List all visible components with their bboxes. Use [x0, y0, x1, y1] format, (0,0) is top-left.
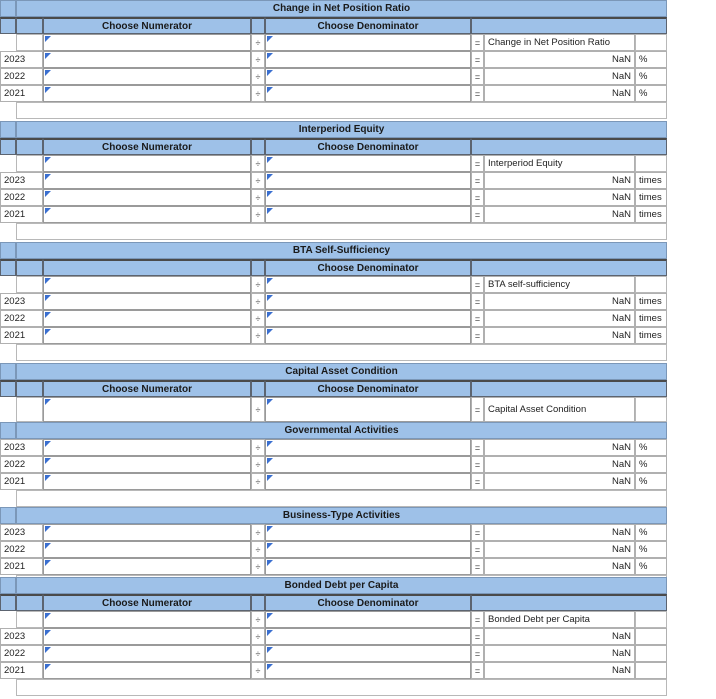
numerator-select[interactable] [43, 155, 251, 172]
spacer-row [16, 102, 667, 119]
result-value: NaN [484, 189, 635, 206]
equals-sign: = [471, 558, 484, 575]
divide-sign: ÷ [251, 524, 265, 541]
year-label: 2021 [0, 206, 43, 223]
divide-sign: ÷ [251, 189, 265, 206]
section-title-gutter [0, 363, 16, 380]
year-label: 2022 [0, 310, 43, 327]
year-label: 2021 [0, 327, 43, 344]
result-unit: % [635, 51, 667, 68]
result-value: NaN [484, 206, 635, 223]
divide-sign: ÷ [251, 85, 265, 102]
denominator-header: Choose Denominator [265, 17, 471, 34]
equals-sign: = [471, 51, 484, 68]
result-unit [635, 662, 667, 679]
equals-sign: = [471, 541, 484, 558]
subtitle-gutter [0, 507, 16, 524]
header-gutter [0, 138, 16, 155]
equals-sign: = [471, 456, 484, 473]
year-blank [16, 611, 43, 628]
header-op-blank [251, 17, 265, 34]
denominator-input[interactable] [265, 68, 471, 85]
result-value: NaN [484, 662, 635, 679]
unit-blank [635, 276, 667, 293]
year-label: 2022 [0, 68, 43, 85]
numerator-input[interactable] [43, 645, 251, 662]
year-blank [16, 276, 43, 293]
result-unit: % [635, 456, 667, 473]
result-unit: times [635, 206, 667, 223]
result-value: NaN [484, 473, 635, 490]
divide-sign: ÷ [251, 51, 265, 68]
equals-sign: = [471, 397, 484, 422]
year-blank [16, 155, 43, 172]
result-value: NaN [484, 628, 635, 645]
denominator-input[interactable] [265, 558, 471, 575]
result-unit: times [635, 189, 667, 206]
numerator-header: Choose Numerator [43, 594, 251, 611]
year-label: 2023 [0, 51, 43, 68]
year-label: 2022 [0, 189, 43, 206]
result-value: NaN [484, 439, 635, 456]
denominator-input[interactable] [265, 172, 471, 189]
spacer-row [16, 223, 667, 240]
result-label: Capital Asset Condition [484, 397, 635, 422]
result-value: NaN [484, 645, 635, 662]
result-unit [635, 645, 667, 662]
equals-sign: = [471, 68, 484, 85]
result-value: NaN [484, 327, 635, 344]
numerator-select[interactable] [43, 276, 251, 293]
denominator-input[interactable] [265, 524, 471, 541]
year-label: 2023 [0, 172, 43, 189]
denominator-input[interactable] [265, 85, 471, 102]
denominator-input[interactable] [265, 439, 471, 456]
section-title-gutter [0, 0, 16, 17]
equals-sign: = [471, 524, 484, 541]
section-title: Bonded Debt per Capita [16, 577, 667, 594]
unit-blank [635, 611, 667, 628]
header-right-blank [471, 138, 667, 155]
numerator-input[interactable] [43, 456, 251, 473]
equals-sign: = [471, 155, 484, 172]
equals-sign: = [471, 439, 484, 456]
equals-sign: = [471, 327, 484, 344]
unit-blank [635, 34, 667, 51]
header-right-blank [471, 17, 667, 34]
denominator-input[interactable] [265, 189, 471, 206]
unit-blank [635, 397, 667, 422]
year-label: 2023 [0, 524, 43, 541]
divide-sign: ÷ [251, 276, 265, 293]
numerator-input[interactable] [43, 473, 251, 490]
header-op-blank [251, 259, 265, 276]
header-blank [16, 594, 43, 611]
equals-sign: = [471, 473, 484, 490]
equals-sign: = [471, 293, 484, 310]
header-gutter [0, 380, 16, 397]
header-right-blank [471, 380, 667, 397]
result-label: Interperiod Equity [484, 155, 635, 172]
section-title-gutter [0, 577, 16, 594]
numerator-input[interactable] [43, 172, 251, 189]
equals-sign: = [471, 34, 484, 51]
header-op-blank [251, 380, 265, 397]
denominator-header: Choose Denominator [265, 594, 471, 611]
numerator-input[interactable] [43, 189, 251, 206]
denominator-select[interactable] [265, 34, 471, 51]
equals-sign: = [471, 85, 484, 102]
numerator-input[interactable] [43, 558, 251, 575]
header-blank [16, 259, 43, 276]
result-value: NaN [484, 558, 635, 575]
year-label: 2023 [0, 293, 43, 310]
section-title-gutter [0, 121, 16, 138]
result-value: NaN [484, 85, 635, 102]
year-blank [16, 397, 43, 422]
equals-sign: = [471, 206, 484, 223]
section-title-gutter [0, 242, 16, 259]
year-label: 2022 [0, 645, 43, 662]
year-label: 2022 [0, 456, 43, 473]
year-blank [16, 34, 43, 51]
result-unit: times [635, 327, 667, 344]
numerator-input[interactable] [43, 293, 251, 310]
divide-sign: ÷ [251, 155, 265, 172]
numerator-input[interactable] [43, 68, 251, 85]
numerator-input[interactable] [43, 662, 251, 679]
numerator-header: Choose Numerator [43, 138, 251, 155]
header-gutter [0, 594, 16, 611]
result-label: BTA self-sufficiency [484, 276, 635, 293]
year-label: 2022 [0, 541, 43, 558]
header-blank [16, 138, 43, 155]
numerator-header: Choose Numerator [43, 380, 251, 397]
numerator-input[interactable] [43, 310, 251, 327]
header-gutter [0, 259, 16, 276]
result-unit: % [635, 541, 667, 558]
divide-sign: ÷ [251, 327, 265, 344]
denominator-input[interactable] [265, 473, 471, 490]
result-value: NaN [484, 68, 635, 85]
numerator-input[interactable] [43, 541, 251, 558]
divide-sign: ÷ [251, 310, 265, 327]
result-value: NaN [484, 541, 635, 558]
divide-sign: ÷ [251, 397, 265, 422]
numerator-input[interactable] [43, 327, 251, 344]
divide-sign: ÷ [251, 68, 265, 85]
result-unit: % [635, 85, 667, 102]
denominator-input[interactable] [265, 628, 471, 645]
result-unit: times [635, 293, 667, 310]
denominator-input[interactable] [265, 310, 471, 327]
divide-sign: ÷ [251, 645, 265, 662]
divide-sign: ÷ [251, 34, 265, 51]
unit-blank [635, 155, 667, 172]
denominator-select[interactable] [265, 397, 471, 422]
result-value: NaN [484, 172, 635, 189]
divide-sign: ÷ [251, 541, 265, 558]
numerator-select[interactable] [43, 611, 251, 628]
result-label: Change in Net Position Ratio [484, 34, 635, 51]
numerator-header-blank [43, 259, 251, 276]
spacer-row [16, 679, 667, 696]
header-op-blank [251, 138, 265, 155]
numerator-input[interactable] [43, 85, 251, 102]
spacer-row [16, 490, 667, 507]
denominator-input[interactable] [265, 645, 471, 662]
result-value: NaN [484, 456, 635, 473]
divide-sign: ÷ [251, 473, 265, 490]
result-value: NaN [484, 310, 635, 327]
equals-sign: = [471, 611, 484, 628]
equals-sign: = [471, 276, 484, 293]
equals-sign: = [471, 662, 484, 679]
divide-sign: ÷ [251, 172, 265, 189]
subtitle-gutter [0, 422, 16, 439]
denominator-select[interactable] [265, 155, 471, 172]
year-label: 2021 [0, 473, 43, 490]
result-unit: % [635, 68, 667, 85]
equals-sign: = [471, 310, 484, 327]
denominator-input[interactable] [265, 51, 471, 68]
group-subtitle: Business-Type Activities [16, 507, 667, 524]
result-unit: times [635, 172, 667, 189]
year-label: 2021 [0, 85, 43, 102]
year-label: 2021 [0, 558, 43, 575]
denominator-header: Choose Denominator [265, 138, 471, 155]
header-gutter [0, 17, 16, 34]
result-unit: % [635, 524, 667, 541]
denominator-select[interactable] [265, 276, 471, 293]
result-unit: % [635, 473, 667, 490]
equals-sign: = [471, 645, 484, 662]
denominator-input[interactable] [265, 456, 471, 473]
denominator-input[interactable] [265, 327, 471, 344]
result-value: NaN [484, 51, 635, 68]
equals-sign: = [471, 189, 484, 206]
header-blank [16, 17, 43, 34]
result-value: NaN [484, 524, 635, 541]
denominator-input[interactable] [265, 662, 471, 679]
header-right-blank [471, 594, 667, 611]
group-subtitle: Governmental Activities [16, 422, 667, 439]
numerator-input[interactable] [43, 628, 251, 645]
denominator-select[interactable] [265, 611, 471, 628]
divide-sign: ÷ [251, 662, 265, 679]
result-unit [635, 628, 667, 645]
section-title: Change in Net Position Ratio [16, 0, 667, 17]
result-value: NaN [484, 293, 635, 310]
divide-sign: ÷ [251, 456, 265, 473]
year-label: 2023 [0, 628, 43, 645]
numerator-input[interactable] [43, 524, 251, 541]
result-unit: % [635, 439, 667, 456]
equals-sign: = [471, 172, 484, 189]
denominator-header: Choose Denominator [265, 259, 471, 276]
header-blank [16, 380, 43, 397]
section-title: Capital Asset Condition [16, 363, 667, 380]
section-title: Interperiod Equity [16, 121, 667, 138]
denominator-header: Choose Denominator [265, 380, 471, 397]
numerator-input[interactable] [43, 206, 251, 223]
numerator-input[interactable] [43, 51, 251, 68]
result-label: Bonded Debt per Capita [484, 611, 635, 628]
denominator-input[interactable] [265, 541, 471, 558]
section-title: BTA Self-Sufficiency [16, 242, 667, 259]
divide-sign: ÷ [251, 558, 265, 575]
result-unit: times [635, 310, 667, 327]
equals-sign: = [471, 628, 484, 645]
divide-sign: ÷ [251, 206, 265, 223]
numerator-select[interactable] [43, 34, 251, 51]
year-label: 2021 [0, 662, 43, 679]
numerator-input[interactable] [43, 439, 251, 456]
spacer-row [16, 344, 667, 361]
header-op-blank [251, 594, 265, 611]
denominator-input[interactable] [265, 206, 471, 223]
numerator-select[interactable] [43, 397, 251, 422]
year-label: 2023 [0, 439, 43, 456]
divide-sign: ÷ [251, 439, 265, 456]
divide-sign: ÷ [251, 293, 265, 310]
divide-sign: ÷ [251, 628, 265, 645]
divide-sign: ÷ [251, 611, 265, 628]
header-right-blank [471, 259, 667, 276]
result-unit: % [635, 558, 667, 575]
denominator-input[interactable] [265, 293, 471, 310]
numerator-header: Choose Numerator [43, 17, 251, 34]
